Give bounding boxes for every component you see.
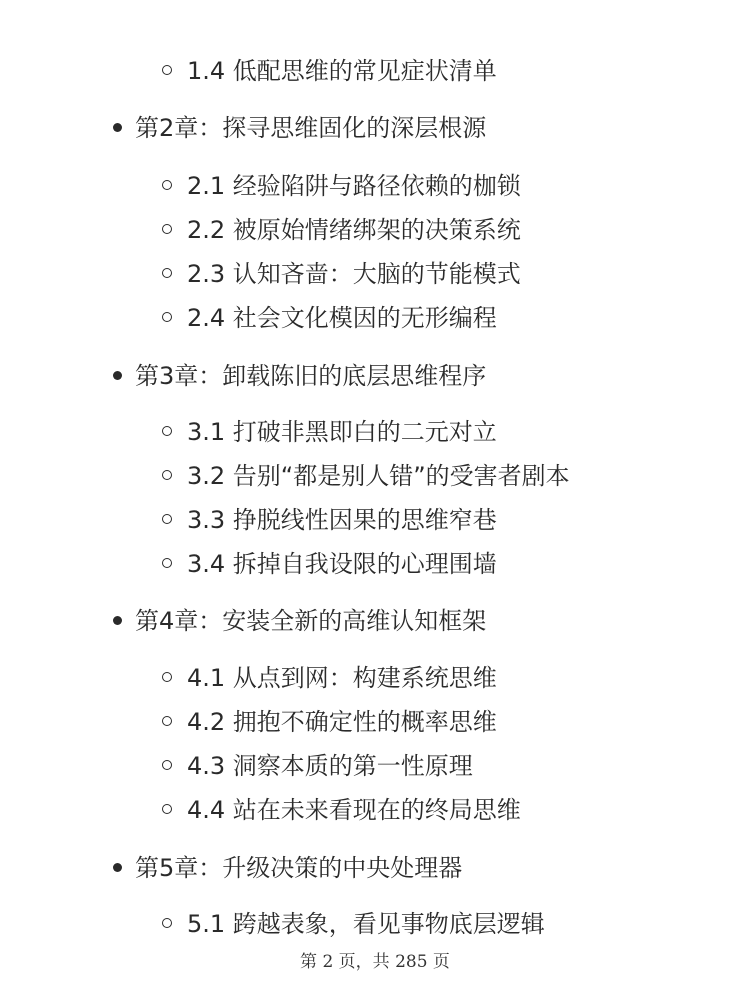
toc-entry-text: 2.3 认知吝啬：大脑的节能模式 <box>187 260 521 288</box>
toc-section-entry[interactable] <box>162 706 497 738</box>
hollow-bullet-icon <box>162 180 172 190</box>
page-number-footer: 第 2 页，共 285 页 <box>300 952 450 972</box>
toc-entry-text: 第5章：升级决策的中央处理器 <box>135 854 463 882</box>
toc-entry-text: 4.3 洞察本质的第一性原理 <box>187 752 473 780</box>
toc-section-entry[interactable] <box>162 662 497 694</box>
hollow-bullet-icon <box>162 65 172 75</box>
toc-section-entry[interactable] <box>162 794 521 826</box>
toc-chapter-entry[interactable] <box>113 112 486 144</box>
toc-entry-text: 3.4 拆掉自我设限的心理围墙 <box>187 550 497 578</box>
toc-entry-text: 第2章：探寻思维固化的深层根源 <box>135 114 487 142</box>
hollow-bullet-icon <box>162 470 172 480</box>
hollow-bullet-icon <box>162 716 172 726</box>
filled-bullet-icon <box>113 123 122 132</box>
toc-section-entry[interactable] <box>162 258 521 290</box>
toc-section-entry[interactable] <box>162 548 497 580</box>
toc-chapter-entry[interactable] <box>113 852 462 884</box>
filled-bullet-icon <box>113 371 122 380</box>
hollow-bullet-icon <box>162 558 172 568</box>
toc-entry-text: 第4章：安装全新的高维认知框架 <box>135 607 487 635</box>
toc-section-entry[interactable] <box>162 170 521 202</box>
hollow-bullet-icon <box>162 918 172 928</box>
toc-entry-text: 3.1 打破非黑即白的二元对立 <box>187 418 497 446</box>
toc-entry-text: 2.4 社会文化模因的无形编程 <box>187 304 497 332</box>
hollow-bullet-icon <box>162 804 172 814</box>
toc-entry-text: 1.4 低配思维的常见症状清单 <box>187 57 497 85</box>
toc-section-entry[interactable] <box>162 908 545 940</box>
toc-section-entry[interactable] <box>162 214 521 246</box>
hollow-bullet-icon <box>162 514 172 524</box>
toc-section-entry[interactable] <box>162 416 497 448</box>
toc-section-entry[interactable] <box>162 504 497 536</box>
filled-bullet-icon <box>113 863 122 872</box>
toc-entry-text: 5.1 跨越表象，看见事物底层逻辑 <box>187 910 545 938</box>
toc-entry-text: 4.1 从点到网：构建系统思维 <box>187 664 497 692</box>
toc-chapter-entry[interactable] <box>113 605 486 637</box>
hollow-bullet-icon <box>162 672 172 682</box>
toc-entry-text: 4.4 站在未来看现在的终局思维 <box>187 796 521 824</box>
toc-entry-text: 4.2 拥抱不确定性的概率思维 <box>187 708 497 736</box>
toc-section-entry[interactable] <box>162 302 497 334</box>
toc-section-entry[interactable] <box>162 460 570 492</box>
toc-entry-text: 3.3 挣脱线性因果的思维窄巷 <box>187 506 497 534</box>
hollow-bullet-icon <box>162 312 172 322</box>
filled-bullet-icon <box>113 616 122 625</box>
toc-entry-text: 3.2 告别“都是别人错”的受害者剧本 <box>187 462 570 490</box>
toc-entry-text: 2.2 被原始情绪绑架的决策系统 <box>187 216 521 244</box>
toc-entry-text: 第3章：卸载陈旧的底层思维程序 <box>135 362 487 390</box>
hollow-bullet-icon <box>162 760 172 770</box>
toc-section-entry[interactable] <box>162 55 497 87</box>
hollow-bullet-icon <box>162 426 172 436</box>
toc-entry-text: 2.1 经验陷阱与路径依赖的枷锁 <box>187 172 521 200</box>
toc-section-entry[interactable] <box>162 750 473 782</box>
hollow-bullet-icon <box>162 268 172 278</box>
toc-chapter-entry[interactable] <box>113 360 486 392</box>
hollow-bullet-icon <box>162 224 172 234</box>
